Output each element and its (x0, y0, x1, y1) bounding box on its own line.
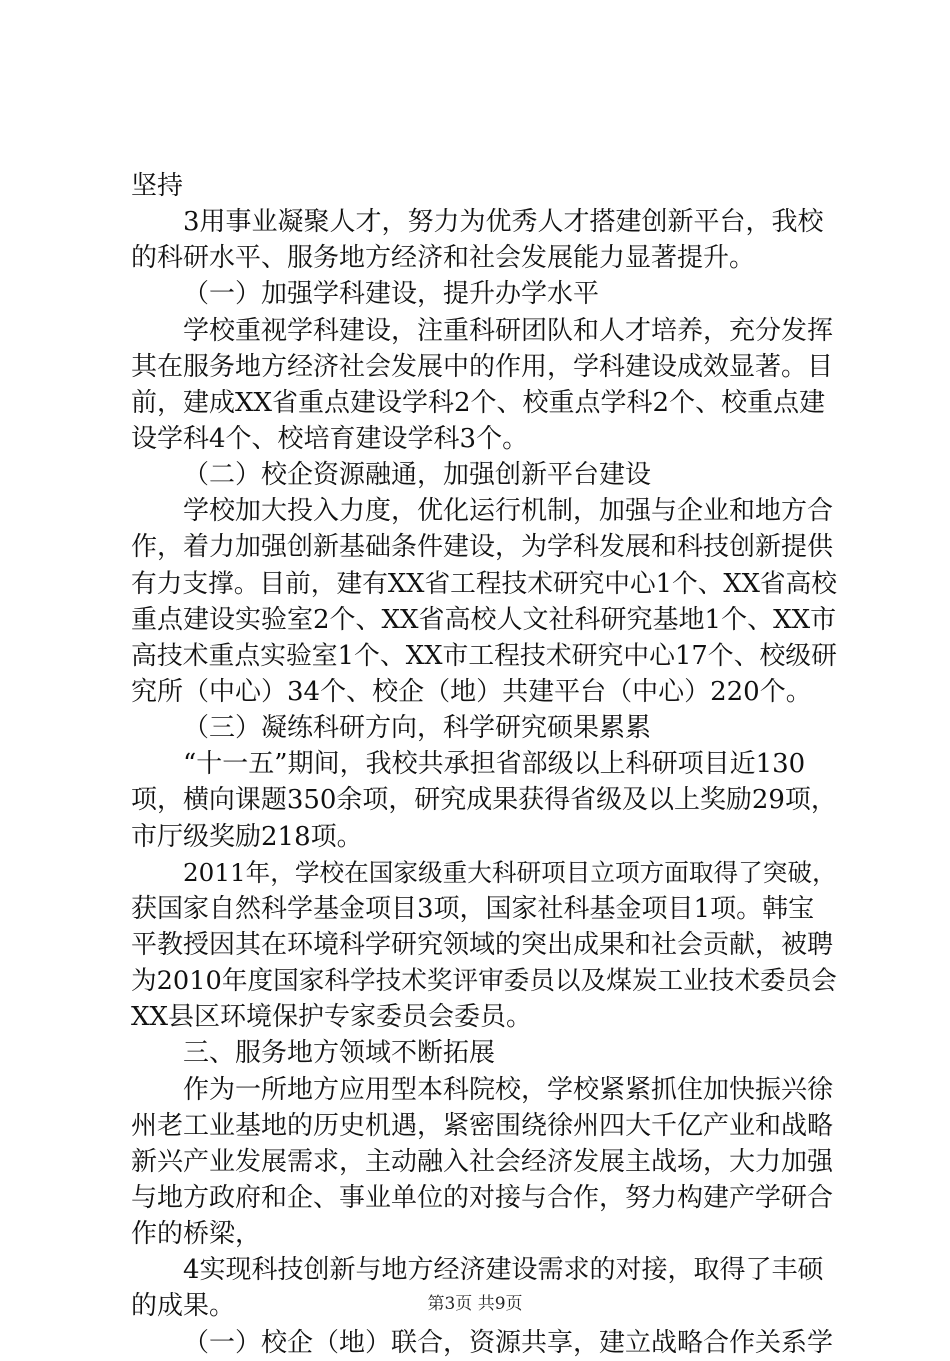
text-line: （一）校企（地）联合，资源共享，建立战略合作关系学 (183, 1327, 834, 1358)
text-line: 其在服务地方经济社会发展中的作用，学科建设成效显著。目 (131, 351, 834, 382)
text-line: “十一五”期间，我校共承担省部级以上科研项目近130 (183, 749, 806, 780)
text-line: 作的桥梁， (131, 1219, 262, 1250)
text-line: 3用事业凝聚人才，努力为优秀人才搭建创新平台，我校 (183, 207, 824, 238)
text-line: 平教授因其在环境科学研究领域的突出成果和社会贡献，被聘 (131, 929, 834, 960)
text-line: 前，建成XX省重点建设学科2个、校重点学科2个、校重点建 (131, 387, 826, 418)
text-line: 学校加大投入力度，优化运行机制，加强与企业和地方合 (183, 496, 834, 527)
text-line: （三）凝练科研方向，科学研究硕果累累 (183, 713, 652, 744)
body-text (131, 168, 837, 1361)
text-line: 市厅级奖励218项。 (131, 821, 363, 852)
text-line: 高技术重点实验室1个、XX市工程技术研究中心17个、校级研 (131, 640, 837, 671)
text-line: 4实现科技创新与地方经济建设需求的对接，取得了丰硕 (183, 1255, 824, 1286)
text-line: 为2010年度国家科学技术奖评审委员以及煤炭工业技术委员会 (131, 966, 837, 997)
text-line: 与地方政府和企、事业单位的对接与合作，努力构建产学研合 (131, 1182, 834, 1213)
text-line: 项，横向课题350余项，研究成果获得省级及以上奖励29项， (131, 785, 837, 816)
text-line: 获国家自然科学基金项目3项，国家社科基金项目1项。韩宝 (131, 893, 815, 924)
text-line: 的科研水平、服务地方经济和社会发展能力显著提升。 (131, 243, 756, 274)
text-line: （二）校企资源融通，加强创新平台建设 (183, 460, 652, 491)
text-line: （一）加强学科建设，提升办学水平 (183, 279, 600, 310)
text-line: 坚持 (131, 171, 184, 201)
text-line: 的成果。 (131, 1291, 236, 1322)
page-footer: 第3页 共9页 (427, 1294, 523, 1314)
text-line: 2011年，学校在国家级重大科研项目立项方面取得了突破， (183, 857, 837, 887)
text-line: XX县区环境保护专家委员会委员。 (131, 1002, 533, 1033)
text-line: 作为一所地方应用型本科院校，学校紧紧抓住加快振兴徐 (183, 1074, 834, 1105)
text-line: 设学科4个、校培育建设学科3个。 (131, 423, 529, 454)
text-line: 有力支撑。目前，建有XX省工程技术研究中心1个、XX省高校 (131, 568, 837, 599)
text-line: 作，着力加强创新基础条件建设，为学科发展和科技创新提供 (131, 532, 834, 563)
text-line: 学校重视学科建设，注重科研团队和人才培养，充分发挥 (183, 315, 834, 346)
text-line: 重点建设实验室2个、XX省高校人文社科研究基地1个、XX市 (131, 604, 837, 635)
text-line: 州老工业基地的历史机遇，紧密围绕徐州四大千亿产业和战略 (131, 1110, 834, 1141)
text-line: 三、服务地方领域不断拓展 (183, 1038, 496, 1069)
text-line: 究所（中心）34个、校企（地）共建平台（中心）220个。 (131, 676, 812, 707)
text-line: 新兴产业发展需求，主动融入社会经济发展主战场，大力加强 (131, 1146, 834, 1177)
